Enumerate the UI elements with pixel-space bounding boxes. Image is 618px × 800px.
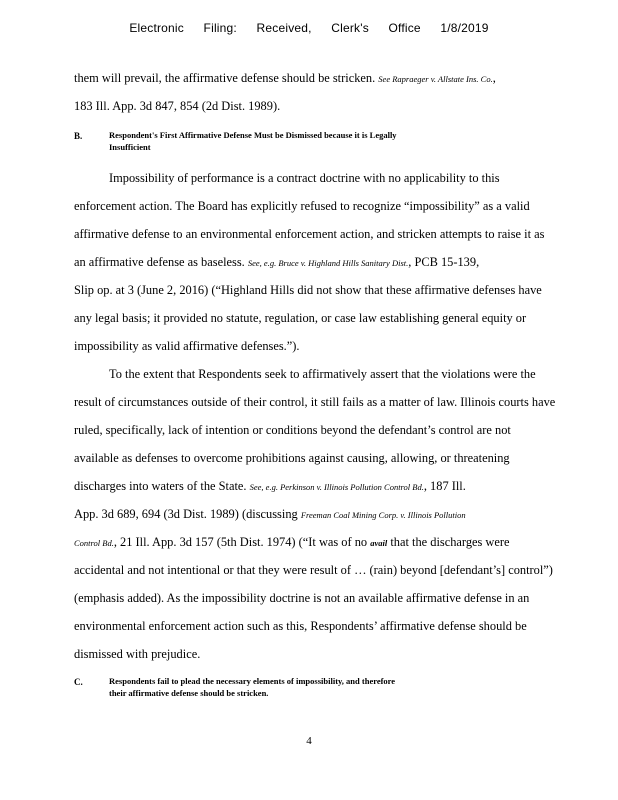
section-heading-b-cont: Insufficient xyxy=(109,142,151,152)
body-line: Slip op. at 3 (June 2, 2016) (“Highland Hills did not show that these affirmative defenses have xyxy=(74,283,542,297)
citation: Control Bd. xyxy=(74,538,114,548)
header-date: 1/8/2019 xyxy=(440,21,489,35)
header-received: Received, xyxy=(256,21,312,35)
body-line: enforcement action. The Board has explicitly refused to recognize “impossibility” as a valid xyxy=(74,199,530,213)
body-line: affirmative defense to an environmental enforcement action, and stricken attempts to raise it as xyxy=(74,227,545,241)
body-line: result of circumstances outside of their control, it still fails as a matter of law. Illinois courts have xyxy=(74,395,556,409)
body-line xyxy=(74,254,574,271)
line-text: App. 3d 689, 694 (3d Dist. 1989) (discussing xyxy=(74,507,298,521)
citation: Freeman Coal Mining Corp. v. Illinois Pollution xyxy=(300,510,466,520)
body-line: 183 Ill. App. 3d 847, 854 (2d Dist. 1989). xyxy=(74,99,281,113)
filing-stamp-header xyxy=(0,21,618,35)
body-line: ruled, specifically, lack of intention or conditions beyond the defendant’s control are not xyxy=(74,423,511,437)
body-line xyxy=(74,70,574,87)
section-heading-c: Respondents fail to plead the necessary elements of impossibility, and therefore xyxy=(109,676,396,686)
section-letter-c: C. xyxy=(74,677,83,687)
header-clerks: Clerk's xyxy=(331,21,369,35)
body-line xyxy=(74,534,574,551)
line-text: them will prevail, the affirmative defense should be stricken. xyxy=(74,71,376,85)
body-line: Impossibility of performance is a contract doctrine with no applicability to this xyxy=(109,171,500,185)
body-line: (emphasis added). As the impossibility doctrine is not an available affirmative defense in an xyxy=(74,591,530,605)
body-line xyxy=(74,506,574,523)
line-text: , PCB 15-139, xyxy=(408,255,480,269)
body-line: dismissed with prejudice. xyxy=(74,647,201,661)
line-text: discharges into waters of the State. xyxy=(74,479,247,493)
line-text: an affirmative defense as baseless. xyxy=(74,255,245,269)
body-line: available as defenses to overcome prohibitions against causing, allowing, or threatening xyxy=(74,451,510,465)
body-line: accidental and not intentional or that they were result of … (rain) beyond [defendant’s] control”) xyxy=(74,563,553,577)
line-text: that the discharges were xyxy=(390,535,510,549)
body-line: environmental enforcement action such as this, Respondents’ affirmative defense should be xyxy=(74,619,527,633)
emphasis: avail xyxy=(370,538,388,548)
body-line: impossibility as valid affirmative defenses.”). xyxy=(74,339,300,353)
body-line xyxy=(74,478,574,495)
body-line: To the extent that Respondents seek to affirmatively assert that the violations were the xyxy=(109,367,536,381)
citation: See Rapraeger v. Allstate Ins. Co. xyxy=(378,74,493,84)
page-number: 4 xyxy=(306,735,312,747)
section-heading-b: Respondent's First Affirmative Defense Must be Dismissed because it is Legally xyxy=(109,130,397,140)
header-office: Office xyxy=(388,21,421,35)
line-text: , xyxy=(492,71,496,85)
body-line: any legal basis; it provided no statute, regulation, or case law establishing general equity or xyxy=(74,311,527,325)
line-text: , 21 Ill. App. 3d 157 (5th Dist. 1974) (“It was of no xyxy=(113,535,368,549)
header-electronic: Electronic xyxy=(129,21,184,35)
line-text: , 187 Ill. xyxy=(423,479,466,493)
citation: See, e.g. Bruce v. Highland Hills Sanitary Dist. xyxy=(247,258,409,268)
citation: See, e.g. Perkinson v. Illinois Pollution Control Bd. xyxy=(249,482,424,492)
section-heading-c-cont: their affirmative defense should be stricken. xyxy=(109,688,269,698)
section-letter-b: B. xyxy=(74,131,83,141)
header-filing: Filing: xyxy=(203,21,237,35)
